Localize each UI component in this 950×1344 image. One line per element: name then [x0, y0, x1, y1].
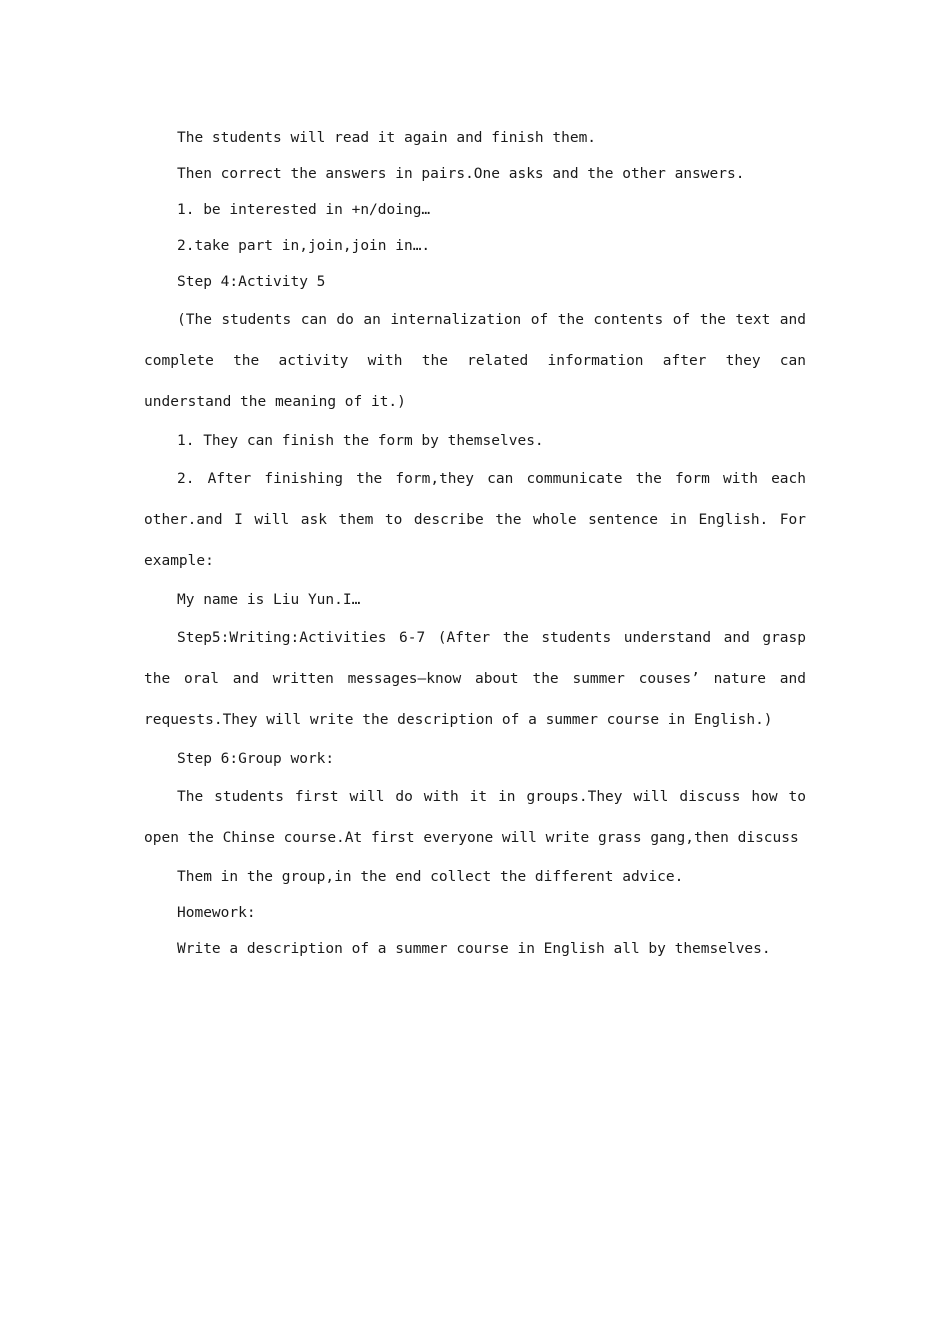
paragraph-example: My name is Liu Yun.I… — [177, 592, 361, 608]
paragraph-step-4-description: (The students can do an internalization of the contents of the text and complete the activity with the related information after they can understand the meaning of it.) — [144, 312, 806, 410]
paragraph-item-2: 2.take part in,join,join in…. — [177, 238, 431, 254]
paragraph-group-work: The students first will do with it in groups.They will discuss how to open the Chinse course.At first everyone will write grass gang,then discuss — [144, 789, 806, 846]
heading-step-6: Step 6:Group work: — [177, 751, 335, 767]
paragraph-step-5: Step5:Writing:Activities 6-7 (After the students understand and grasp the oral and written messages—know about the summer couses’ nature and requests.They will write the description of a summer course in English.) — [144, 630, 806, 728]
paragraph-homework-task: Write a description of a summer course in English all by themselves. — [177, 941, 771, 957]
paragraph-read-again: The students will read it again and finish them. — [177, 130, 597, 146]
document-body — [144, 120, 806, 967]
heading-homework: Homework: — [177, 905, 256, 921]
paragraph-correct-answers: Then correct the answers in pairs.One asks and the other answers. — [177, 166, 745, 182]
paragraph-step-4-item-2: 2. After finishing the form,they can communicate the form with each other.and I will ask them to describe the whole sentence in English. For example: — [144, 471, 806, 569]
paragraph-step-4-item-1: 1. They can finish the form by themselves. — [177, 433, 544, 449]
heading-step-4: Step 4:Activity 5 — [177, 274, 326, 290]
paragraph-item-1: 1. be interested in +n/doing… — [177, 202, 431, 218]
paragraph-group-advice: Them in the group,in the end collect the different advice. — [177, 869, 684, 885]
